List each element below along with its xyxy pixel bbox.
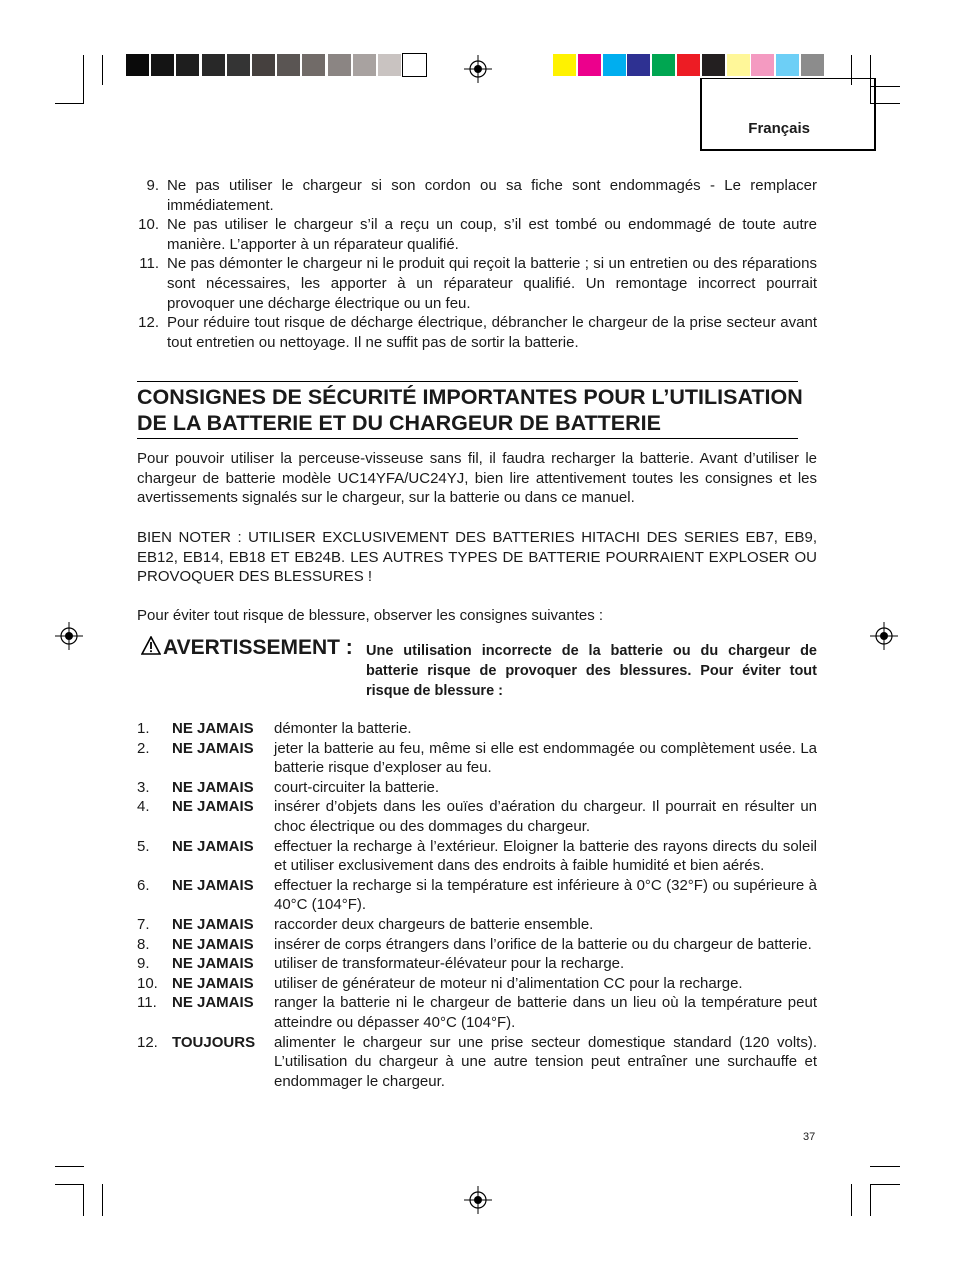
list-item-number: 4. — [137, 798, 150, 816]
gray-swatch — [353, 54, 376, 76]
list-item-text: utiliser de générateur de moteur ni d’alimentation CC pour la recharge. — [274, 974, 743, 992]
list-item-number: 3. — [137, 778, 150, 796]
list-item-text: ranger la batterie ni le chargeur de batterie dans un lieu où la température peut atteindre ou dépasser 40°C (104°F). — [274, 994, 817, 1031]
list-item-text: raccorder deux chargeurs de batterie ensemble. — [274, 915, 594, 933]
registration-mark-right-icon — [869, 621, 899, 651]
battery-note: BIEN NOTER : UTILISER EXCLUSIVEMENT DES BATTERIES HITACHI DES SERIES EB7, EB9, EB12, EB14, EB18 ET EB24B. LES AUTRES TYPES DE BATTERIE POURRAIENT EXPLOSER OU PROVOQUER DES BLESSURES ! — [137, 529, 817, 586]
language-tab — [700, 78, 876, 151]
list-item-text: utiliser de transformateur-élévateur pour la recharge. — [274, 955, 625, 973]
section-heading: CONSIGNES DE SÉCURITÉ IMPORTANTES POUR L’UTILISATION DE LA BATTERIE ET DU CHARGEUR DE BATTERIE — [137, 385, 803, 435]
list-item-text: jeter la batterie au feu, même si elle est endommagée ou complètement usée. La batterie risque d’exploser au feu. — [274, 739, 817, 777]
color-swatch — [652, 54, 675, 76]
list-item-number: 10. — [137, 974, 158, 992]
list-item-keyword: NE JAMAIS — [172, 837, 254, 855]
list-item-number: 9. — [137, 955, 150, 973]
list-item-number: 10. — [138, 216, 159, 234]
heading-top-rule — [137, 381, 798, 382]
list-item-keyword: NE JAMAIS — [172, 955, 254, 973]
list-item-text: effectuer la recharge à l’extérieur. Eloigner la batterie des rayons directs du soleil et utiliser exclusivement dans des endroits à faible humidité et bien aérés. — [274, 837, 817, 875]
list-item-keyword: NE JAMAIS — [172, 778, 254, 796]
color-swatch — [553, 54, 576, 76]
list-item-keyword: NE JAMAIS — [172, 720, 254, 737]
list-item-text: alimenter le chargeur sur une prise secteur domestique standard (120 volts). L’utilisation du chargeur à une autre tension peut entraîner une surchauffe et endommager le chargeur. — [274, 1033, 817, 1090]
list-item — [137, 876, 817, 915]
list-item-number: 12. — [138, 314, 159, 332]
list-item-keyword: NE JAMAIS — [172, 739, 254, 757]
color-swatch — [603, 54, 626, 76]
list-item — [136, 313, 817, 352]
gray-swatch — [252, 54, 275, 76]
list-item — [137, 935, 817, 955]
language-label: Français — [748, 120, 810, 137]
list-item — [137, 954, 817, 974]
warning-title — [141, 636, 353, 660]
color-swatch — [627, 54, 650, 76]
gray-swatch — [403, 54, 426, 76]
warning-text: Une utilisation incorrecte de la batterie ou du chargeur de batterie risque de provoquer des blessures. Pour éviter tout risque de blessure : — [366, 643, 817, 699]
color-swatch — [702, 54, 725, 76]
list-item-text: insérer de corps étrangers dans l’orifice de la batterie ou du chargeur de batterie. — [274, 935, 812, 953]
list-item-number: 7. — [137, 915, 150, 933]
list-item-text: Pour réduire tout risque de décharge électrique, débrancher le chargeur de la prise secteur avant tout entretien ou nettoyage. Il ne suffit pas de sortir la batterie. — [167, 314, 817, 351]
list-item-keyword: TOUJOURS — [172, 1033, 256, 1051]
list-item-text: effectuer la recharge si la température est inférieure à 0°C (32°F) ou supérieure à 40°C (104°F). — [274, 876, 817, 914]
warning-title-text: AVERTISSEMENT : — [163, 636, 353, 659]
list-item-keyword: NE JAMAIS — [172, 935, 254, 953]
gray-swatch — [328, 54, 351, 76]
list-item — [137, 993, 817, 1032]
list-item — [137, 974, 817, 994]
list-item-keyword: NE JAMAIS — [172, 994, 254, 1012]
color-swatch — [677, 54, 700, 76]
charger-safety-list — [136, 176, 817, 352]
list-item-text: Ne pas utiliser le chargeur si son cordon ou sa fiche sont endommagés - Le remplacer immédiatement. — [167, 177, 817, 214]
list-item-keyword: NE JAMAIS — [172, 974, 254, 992]
gray-swatch — [126, 54, 149, 76]
color-swatch — [727, 54, 750, 76]
page-number: 37 — [803, 1131, 816, 1143]
gray-swatch — [302, 54, 325, 76]
list-item — [137, 778, 817, 798]
gray-swatch — [277, 54, 300, 76]
list-item — [136, 215, 817, 254]
battery-safety-list — [137, 719, 817, 1091]
registration-mark-left-icon — [54, 621, 84, 651]
color-swatch — [578, 54, 601, 76]
gray-swatch — [378, 54, 401, 76]
list-item-number: 11. — [139, 255, 159, 273]
list-item-text: insérer d’objets dans les ouïes d’aération du chargeur. Il pourrait en résulter un choc électrique ou des dommages du chargeur. — [274, 798, 817, 835]
list-item-number: 11. — [137, 994, 157, 1012]
gray-swatch — [202, 54, 225, 76]
list-item — [137, 797, 817, 836]
gray-swatch — [151, 54, 174, 76]
list-item — [137, 1033, 817, 1092]
gray-swatch — [176, 54, 199, 76]
list-item-number: 12. — [137, 1033, 158, 1051]
list-item-number: 8. — [137, 935, 150, 953]
list-item-number: 1. — [137, 720, 150, 737]
list-item — [137, 915, 817, 935]
list-item — [137, 837, 817, 876]
color-swatch — [751, 54, 774, 76]
list-item-text: démonter la batterie. — [274, 720, 412, 737]
observe-instruction: Pour éviter tout risque de blessure, observer les consignes suivantes : — [137, 607, 604, 624]
list-item-number: 5. — [137, 837, 150, 855]
list-item-keyword: NE JAMAIS — [172, 798, 254, 816]
registration-mark-bottom-icon — [463, 1185, 493, 1215]
registration-mark-top-icon — [463, 54, 493, 84]
gray-swatch — [227, 54, 250, 76]
list-item — [136, 254, 817, 313]
list-item-number: 2. — [137, 739, 150, 757]
heading-bottom-rule — [137, 438, 798, 439]
intro-paragraph: Pour pouvoir utiliser la perceuse-visseuse sans fil, il faudra recharger la batterie. Avant d’utiliser le chargeur de batterie modèle UC14YFA/UC24YJ, bien lire attentivement toutes les consignes et les avertissements signalés sur le chargeur, sur la batterie ou dans ce manuel. — [137, 450, 817, 507]
list-item-text: Ne pas démonter le chargeur ni le produit qui reçoit la batterie ; si un entretien ou des réparations sont nécessaires, les apporter à un réparateur qualifié. Un remontage incorrect pourrait provoquer une décharge électrique ou un feu. — [167, 255, 817, 312]
color-swatch — [776, 54, 799, 76]
warning-triangle-icon — [141, 636, 161, 655]
list-item — [137, 719, 817, 739]
list-item-text: Ne pas utiliser le chargeur s’il a reçu un coup, s’il est tombé ou endommagé de toute autre manière. L’apporter à un réparateur qualifié. — [167, 216, 817, 253]
color-swatch — [801, 54, 824, 76]
list-item-text: court-circuiter la batterie. — [274, 778, 440, 796]
list-item-keyword: NE JAMAIS — [172, 876, 254, 894]
list-item-number: 9. — [146, 177, 159, 194]
list-item — [136, 176, 817, 215]
list-item-number: 6. — [137, 876, 150, 894]
list-item — [137, 739, 817, 778]
list-item-keyword: NE JAMAIS — [172, 915, 254, 933]
